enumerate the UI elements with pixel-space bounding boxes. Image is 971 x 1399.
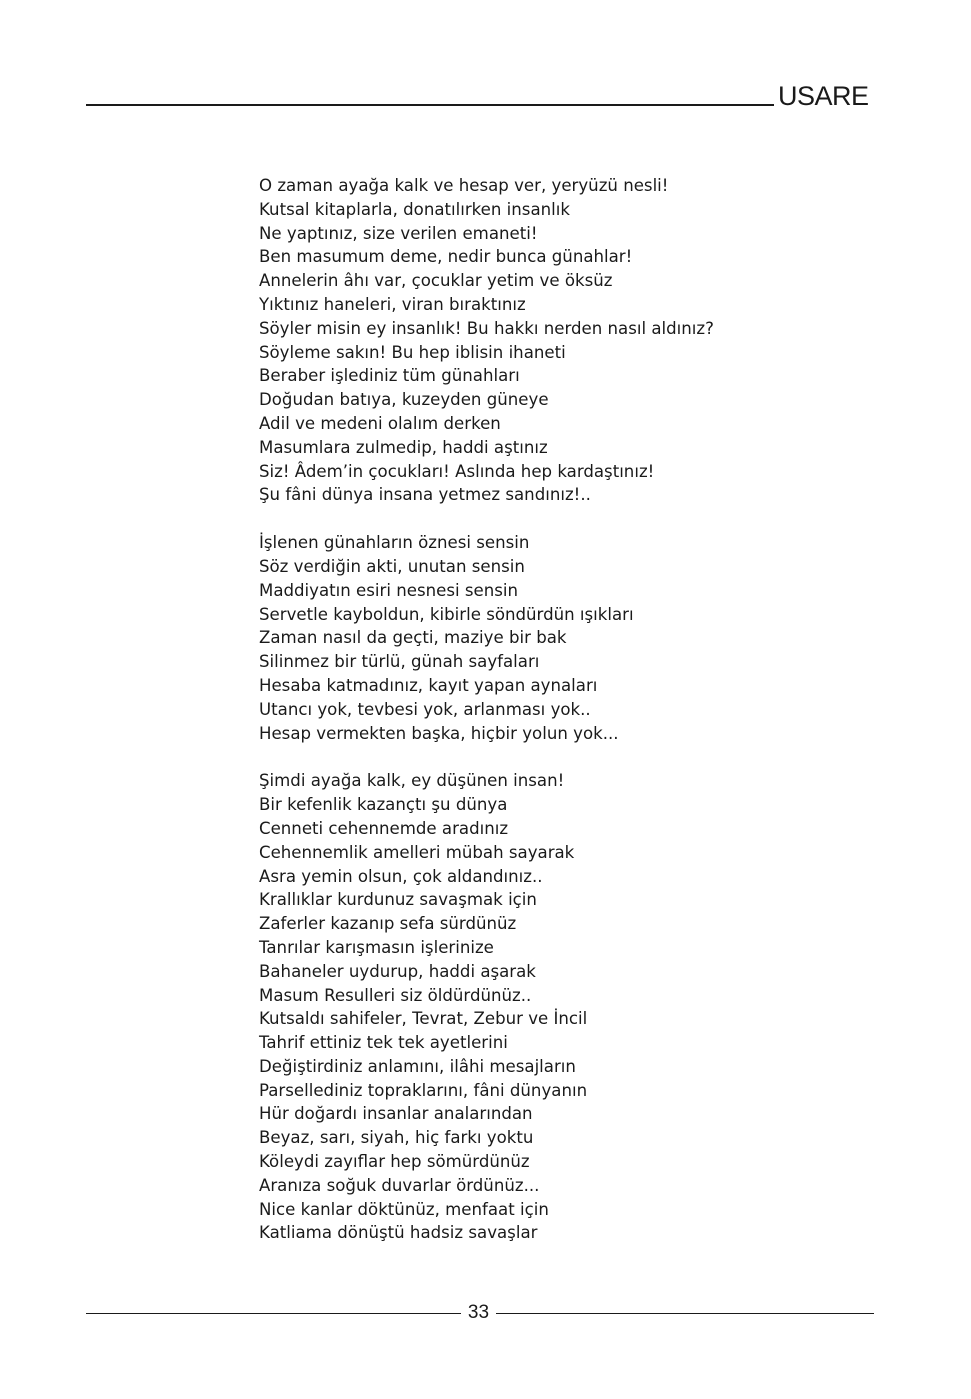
- poem-line: Siz! Âdem’in çocukları! Aslında hep kardaştınız!: [259, 461, 655, 481]
- poem-line: Yıktınız haneleri, viran bıraktınız: [259, 294, 526, 314]
- header-rule: [86, 104, 774, 106]
- poem-line: Doğudan batıya, kuzeyden güneye: [259, 390, 549, 410]
- poem-line: Servetle kayboldun, kibirle söndürdün ışıkları: [259, 604, 634, 624]
- poem-line: Köleydi zayıflar hep sömürdünüz: [259, 1152, 530, 1172]
- poem-line: Annelerin âhı var, çocuklar yetim ve öksüz: [259, 271, 613, 291]
- poem-line: Söyleme sakın! Bu hep iblisin ihaneti: [259, 342, 566, 362]
- poem-line: Katliama dönüştü hadsiz savaşlar: [259, 1223, 538, 1243]
- poem-line: Hür doğardı insanlar analarından: [259, 1104, 533, 1124]
- stanza: [259, 769, 819, 1245]
- poem-line: Bir kefenlik kazançtı şu dünya: [259, 795, 508, 815]
- poem-line: O zaman ayağa kalk ve hesap ver, yeryüzü nesli!: [259, 176, 669, 195]
- poem-line: Hesaba katmadınız, kayıt yapan aynaları: [259, 675, 598, 695]
- poem-line: Beraber işlediniz tüm günahları: [259, 366, 520, 386]
- poem-line: Asra yemin olsun, çok aldandınız..: [259, 866, 543, 886]
- running-header-title: USARE: [778, 81, 869, 111]
- poem-line: Şimdi ayağa kalk, ey düşünen insan!: [259, 771, 565, 791]
- footer-rule-left: [86, 1313, 461, 1314]
- poem-line: Nice kanlar döktünüz, menfaat için: [259, 1199, 549, 1219]
- poem-line: Zaman nasıl da geçti, maziye bir bak: [259, 628, 567, 648]
- poem-line: Cehennemlik amelleri mübah sayarak: [259, 842, 575, 862]
- poem-line: Hesap vermekten başka, hiçbir yolun yok...: [259, 723, 619, 743]
- poem-line: Masumlara zulmedip, haddi aştınız: [259, 437, 548, 457]
- poem-line: Tahrif ettiniz tek tek ayetlerini: [259, 1033, 508, 1053]
- page-number: 33: [467, 1302, 490, 1323]
- poem-line: Beyaz, sarı, siyah, hiç farkı yoktu: [259, 1128, 534, 1148]
- poem-line: Tanrılar karışmasın işlerinize: [259, 937, 494, 957]
- poem-body: [259, 174, 819, 1269]
- poem-line: Parsellediniz topraklarını, fâni dünyanın: [259, 1080, 588, 1100]
- poem-line: Utancı yok, tevbesi yok, arlanması yok..: [259, 699, 591, 719]
- poem-line: Zaferler kazanıp sefa sürdünüz: [259, 914, 517, 934]
- poem-line: Söyler misin ey insanlık! Bu hakkı nerden nasıl aldınız?: [259, 318, 714, 338]
- footer-rule-right: [496, 1313, 874, 1314]
- poem-line: Aranıza soğuk duvarlar ördünüz...: [259, 1175, 540, 1195]
- poem-line: Maddiyatın esiri nesnesi sensin: [259, 580, 519, 600]
- poem-line: Bahaneler uydurup, haddi aşarak: [259, 961, 536, 981]
- stanza: [259, 174, 819, 507]
- poem-line: Cenneti cehennemde aradınız: [259, 818, 509, 838]
- poem-line: Ne yaptınız, size verilen emaneti!: [259, 223, 538, 243]
- stanza: [259, 531, 819, 745]
- poem-line: Ben masumum deme, nedir bunca günahlar!: [259, 247, 633, 267]
- poem-line: Değiştirdiniz anlamını, ilâhi mesajların: [259, 1056, 576, 1076]
- poem-line: Söz verdiğin akti, unutan sensin: [259, 556, 525, 576]
- poem-line: Şu fâni dünya insana yetmez sandınız!..: [259, 485, 591, 505]
- poem-line: Masum Resulleri siz öldürdünüz..: [259, 985, 532, 1005]
- poem-line: Kutsal kitaplarla, donatılırken insanlık: [259, 199, 570, 219]
- poem-line: Silinmez bir türlü, günah sayfaları: [259, 652, 540, 672]
- poem-line: İşlenen günahların öznesi sensin: [259, 533, 530, 553]
- poem-line: Kutsaldı sahifeler, Tevrat, Zebur ve İncil: [259, 1009, 588, 1029]
- poem-line: Adil ve medeni olalım derken: [259, 413, 501, 433]
- poem-line: Krallıklar kurdunuz savaşmak için: [259, 890, 537, 910]
